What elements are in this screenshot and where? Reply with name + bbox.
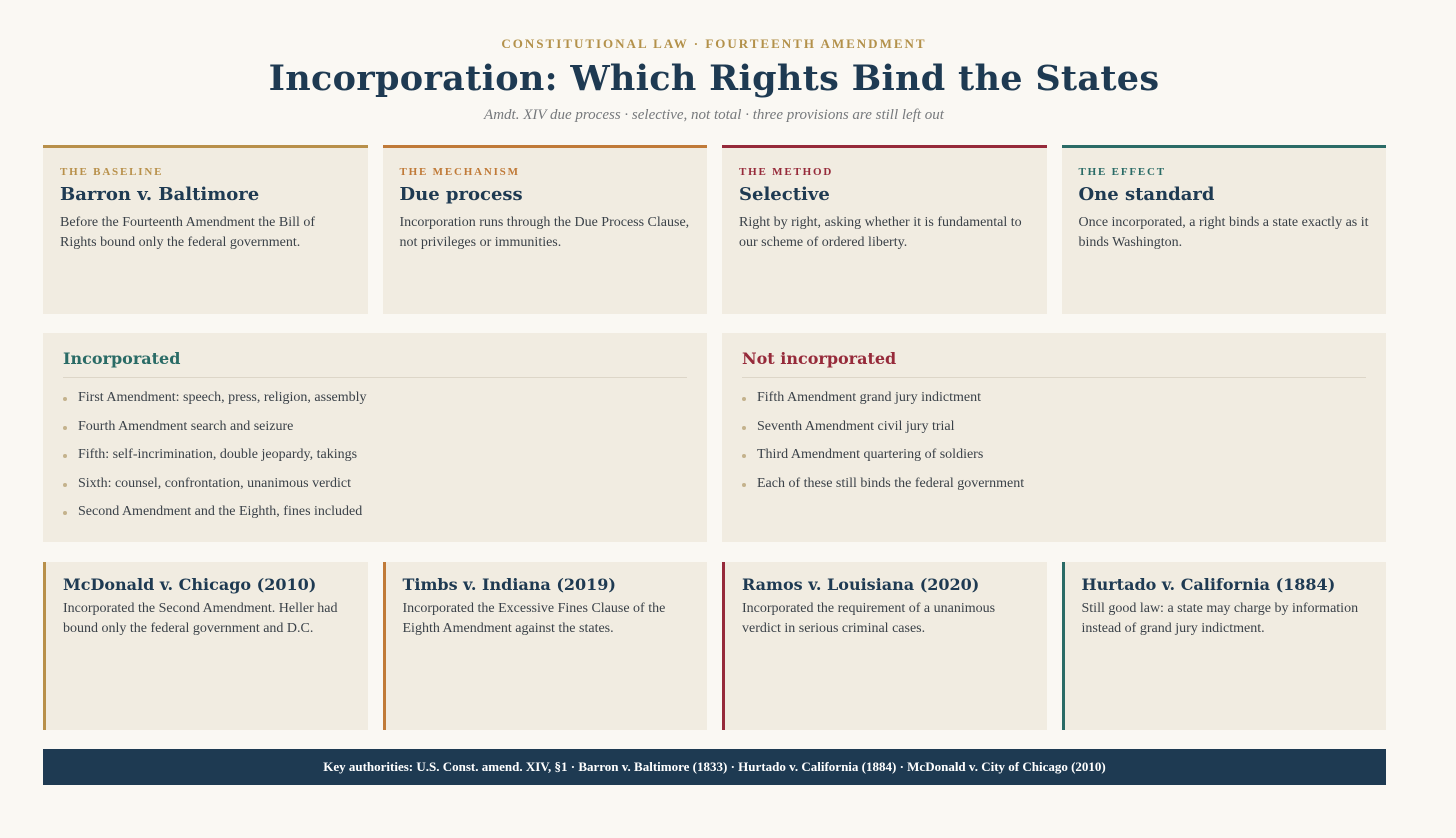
case-heading: Hurtado v. California (1884) bbox=[1081, 575, 1336, 594]
case-heading: McDonald v. Chicago (2010) bbox=[63, 575, 317, 594]
card-heading: Due process bbox=[399, 184, 523, 205]
case-heading: Timbs v. Indiana (2019) bbox=[402, 575, 616, 594]
card-label: THE MECHANISM bbox=[399, 166, 520, 178]
list-item: Second Amendment and the Eighth, fines included bbox=[63, 498, 687, 527]
card-label: THE EFFECT bbox=[1078, 166, 1166, 178]
case-mcdonald bbox=[43, 562, 368, 730]
list-item: First Amendment: speech, press, religion, assembly bbox=[63, 384, 687, 413]
card-heading: Selective bbox=[739, 184, 830, 205]
list-item: Fifth Amendment grand jury indictment bbox=[742, 384, 1366, 413]
card-label: THE BASELINE bbox=[60, 166, 164, 178]
card-baseline bbox=[43, 145, 368, 314]
list-item: Fourth Amendment search and seizure bbox=[63, 413, 687, 442]
card-method bbox=[722, 145, 1047, 314]
card-heading: Barron v. Baltimore bbox=[60, 184, 260, 205]
list-item: Fifth: self-incrimination, double jeopardy, takings bbox=[63, 441, 687, 470]
card-body: Right by right, asking whether it is fundamental to our scheme of ordered liberty. bbox=[739, 215, 1022, 250]
card-body: Incorporation runs through the Due Process Clause, not privileges or immunities. bbox=[399, 215, 690, 250]
not-incorporated-panel bbox=[722, 333, 1386, 542]
card-body: Before the Fourteenth Amendment the Bill of Rights bound only the federal government. bbox=[60, 215, 316, 250]
case-heading: Ramos v. Louisiana (2020) bbox=[742, 575, 980, 594]
card-heading: One standard bbox=[1078, 184, 1215, 205]
case-hurtado bbox=[1062, 562, 1387, 730]
incorporated-panel bbox=[43, 333, 707, 542]
not-incorporated-list bbox=[742, 384, 1366, 498]
incorporated-list bbox=[63, 384, 687, 527]
list-item: Sixth: counsel, confrontation, unanimous verdict bbox=[63, 470, 687, 499]
page-subtitle: Amdt. XIV due process · selective, not total · three provisions are still left out bbox=[484, 107, 944, 123]
card-body: Once incorporated, a right binds a state exactly as it binds Washington. bbox=[1078, 215, 1369, 250]
rights-panels bbox=[43, 333, 1386, 542]
page-title: Incorporation: Which Rights Bind the States bbox=[268, 58, 1160, 99]
case-cards bbox=[43, 562, 1386, 730]
case-timbs bbox=[383, 562, 708, 730]
card-effect bbox=[1062, 145, 1387, 314]
list-item: Each of these still binds the federal government bbox=[742, 470, 1366, 499]
case-body: Incorporated the requirement of a unanimous verdict in serious criminal cases. bbox=[742, 601, 996, 636]
case-body: Incorporated the Excessive Fines Clause of the Eighth Amendment against the states. bbox=[402, 601, 666, 636]
list-item: Third Amendment quartering of soldiers bbox=[742, 441, 1366, 470]
case-ramos bbox=[722, 562, 1047, 730]
case-body: Still good law: a state may charge by information instead of grand jury indictment. bbox=[1081, 601, 1359, 636]
concept-cards bbox=[43, 145, 1386, 314]
case-body: Incorporated the Second Amendment. Heller had bound only the federal government and D.C. bbox=[63, 601, 338, 636]
key-authorities-footer: Key authorities: U.S. Const. amend. XIV, §1 · Barron v. Baltimore (1833) · Hurtado v. California (1884) · McDonald v. City of Chicago (2010) bbox=[43, 749, 1386, 785]
page-kicker: CONSTITUTIONAL LAW · FOURTEENTH AMENDMENT bbox=[501, 36, 927, 51]
not-incorporated-title: Not incorporated bbox=[742, 349, 1366, 378]
card-label: THE METHOD bbox=[739, 166, 834, 178]
incorporated-title: Incorporated bbox=[63, 349, 687, 378]
card-mechanism bbox=[383, 145, 708, 314]
list-item: Seventh Amendment civil jury trial bbox=[742, 413, 1366, 442]
